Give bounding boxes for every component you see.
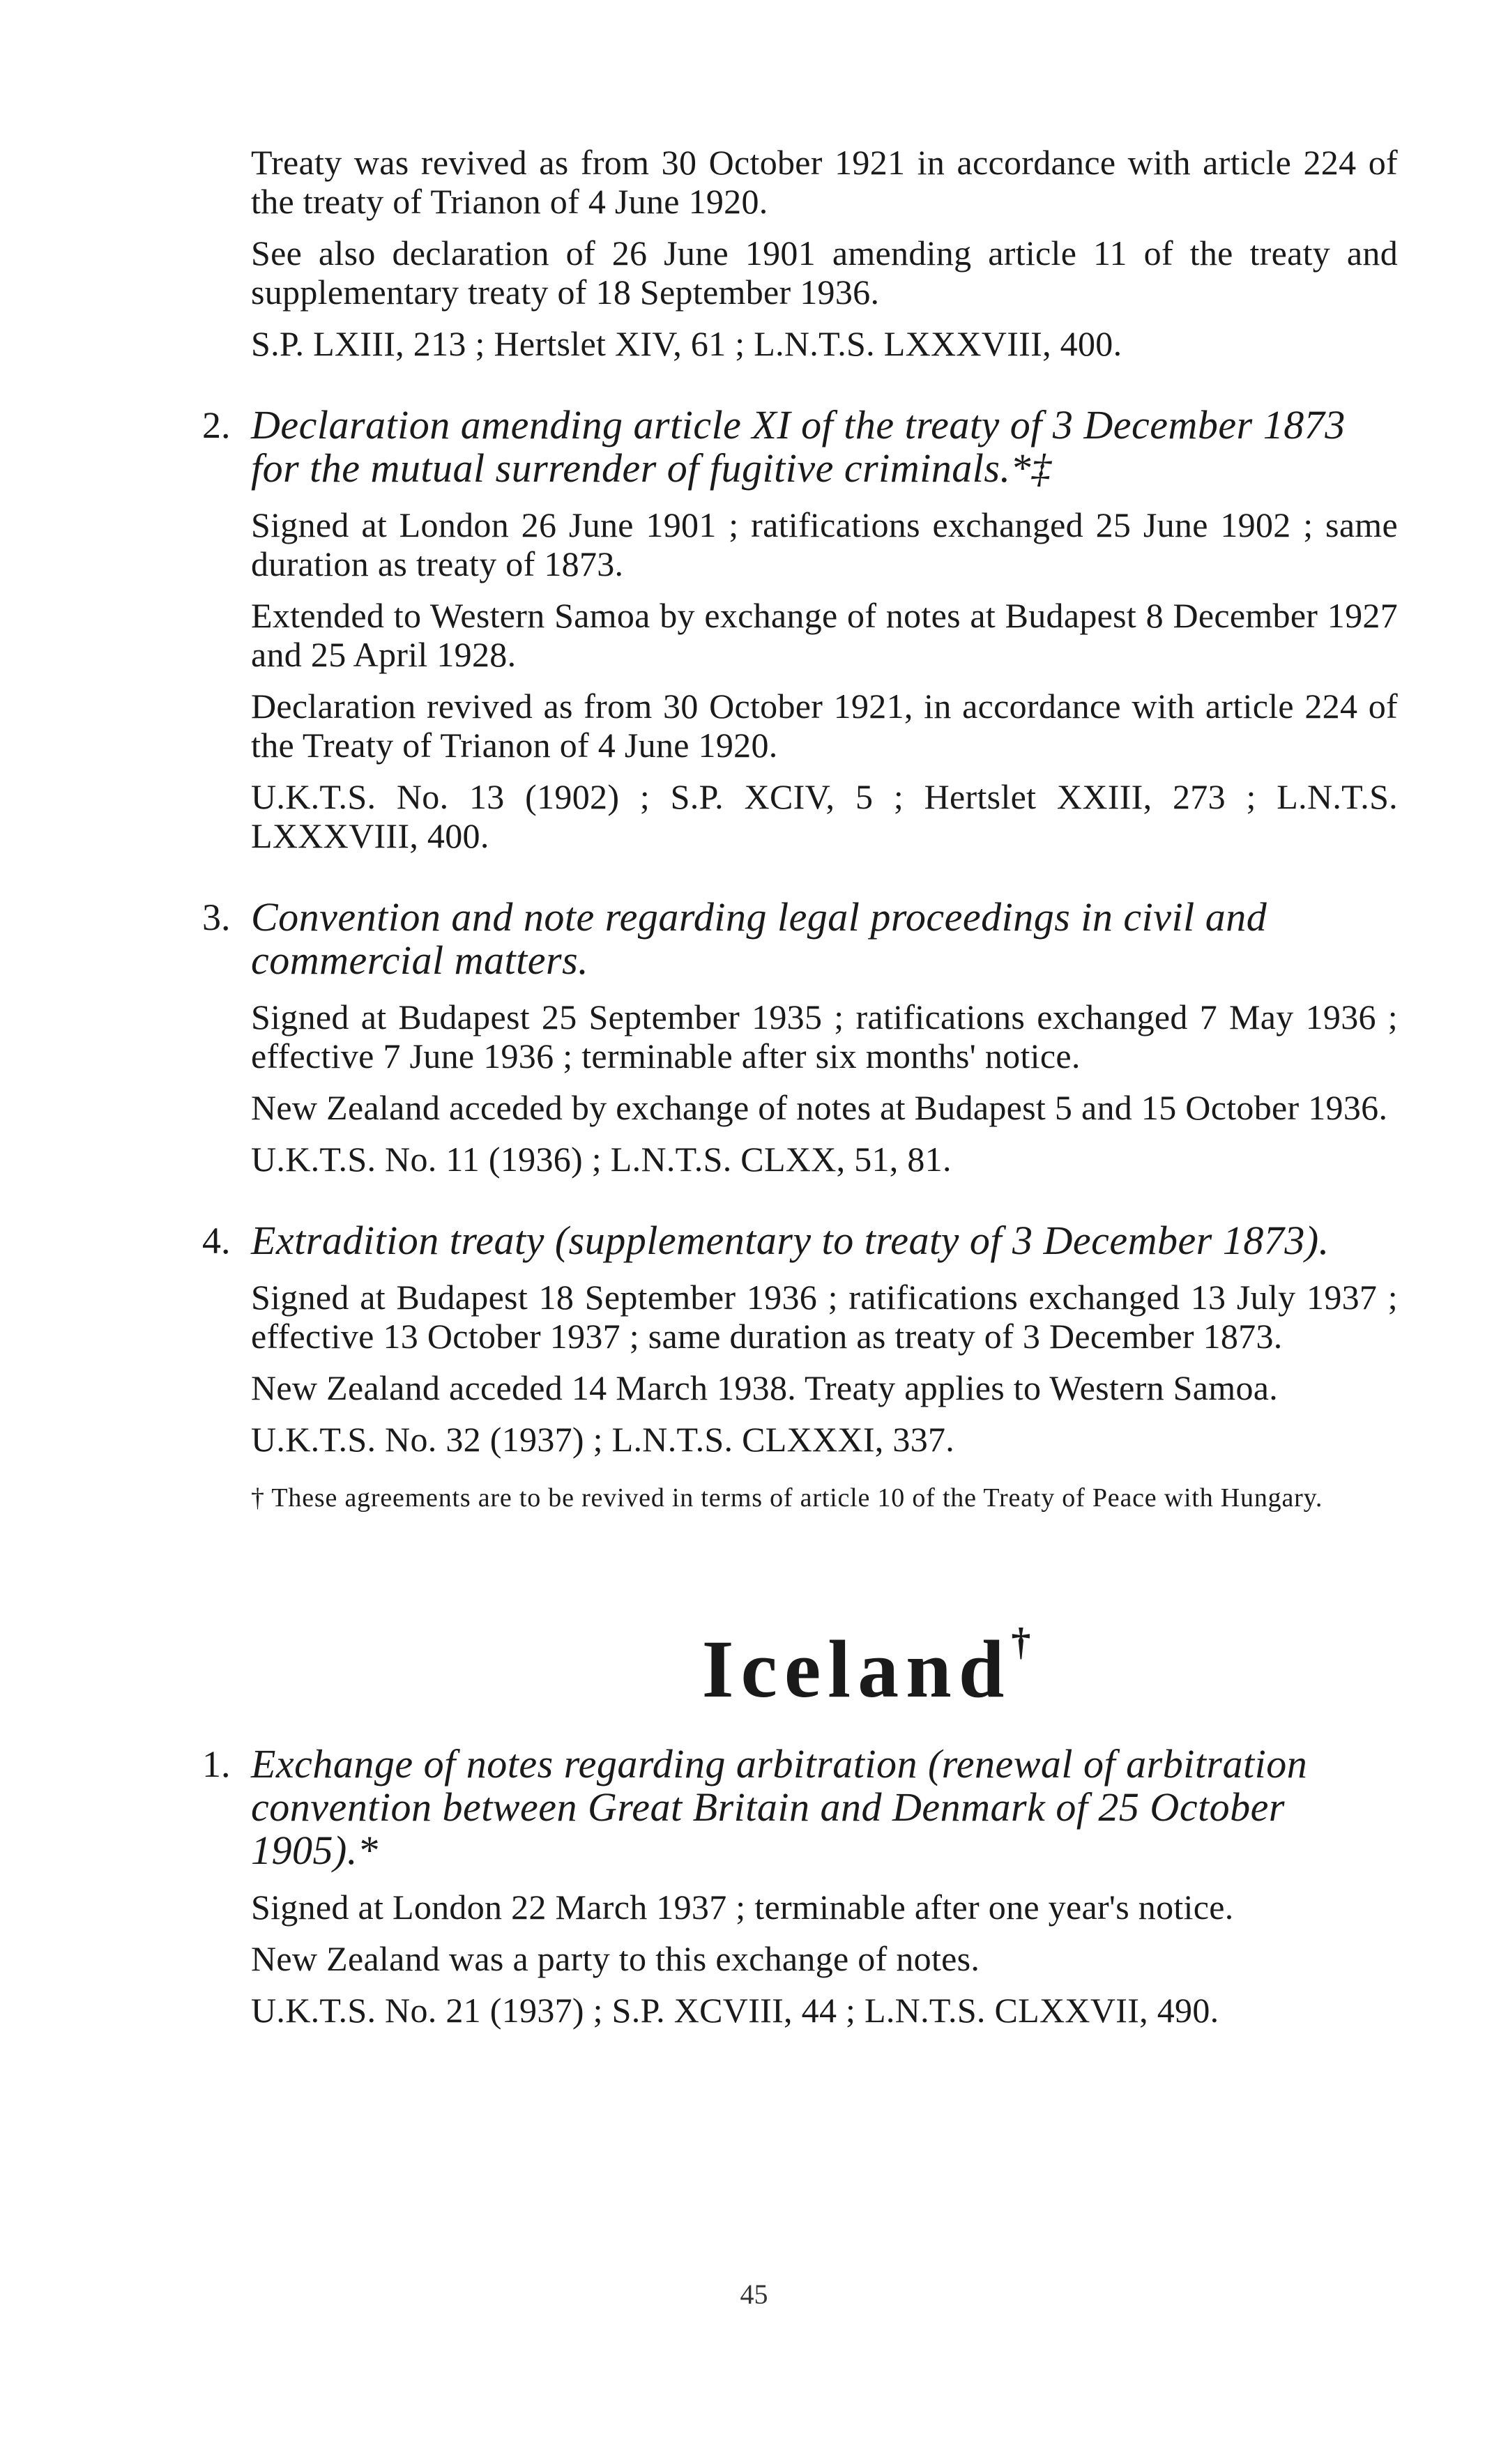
entry-number: 4.: [202, 1220, 231, 1262]
entry-references: U.K.T.S. No. 21 (1937) ; S.P. XCVIII, 44 ; L.N.T.S. CLXXVII, 490.: [251, 1991, 1219, 2030]
entry-paragraph: Extended to Western Samoa by exchange of notes at Budapest 8 December 1927 and 25 April 1928.: [251, 596, 1398, 674]
entry-references: U.K.T.S. No. 32 (1937) ; L.N.T.S. CLXXXI, 337.: [251, 1420, 955, 1459]
footnote: † These agreements are to be revived in terms of article 10 of the Treaty of Peace with Hungary.: [251, 1483, 1323, 1513]
treaty-entry-4: [202, 1218, 1398, 1459]
entry-paragraph: Signed at London 22 March 1937 ; terminable after one year's notice.: [251, 1888, 1234, 1927]
country-heading: [293, 1597, 1440, 1715]
entry-paragraph: New Zealand was a party to this exchange of notes.: [251, 1939, 980, 1978]
treaty-entry-2: [202, 402, 1398, 855]
entry-number: 2.: [202, 404, 231, 446]
entry-paragraph: New Zealand acceded by exchange of notes at Budapest 5 and 15 October 1936.: [251, 1088, 1388, 1127]
intro-paragraph-1: Treaty was revived as from 30 October 1921 in accordance with article 224 of the treaty of Trianon of 4 June 1920.: [251, 143, 1398, 221]
page-body: [202, 143, 1398, 2042]
entry-paragraph: Signed at Budapest 25 September 1935 ; ratifications exchanged 7 May 1936 ; effective 7 June 1936 ; terminable after six months' notice.: [251, 997, 1398, 1076]
page-number: 45: [740, 2279, 768, 2310]
intro-references: S.P. LXIII, 213 ; Hertslet XIV, 61 ; L.N.T.S. LXXXVIII, 400.: [251, 324, 1122, 363]
entry-references: U.K.T.S. No. 13 (1902) ; S.P. XCIV, 5 ; Hertslet XXIII, 273 ; L.N.T.S. LXXXVIII, 400.: [251, 777, 1398, 855]
entry-title: Convention and note regarding legal proceedings in civil and commercial matters.: [251, 894, 1267, 983]
treaty-entry-3: [202, 894, 1398, 1179]
entry-paragraph: Signed at London 26 June 1901 ; ratifications exchanged 25 June 1902 ; same duration as treaty of 1873.: [251, 505, 1398, 583]
intro-section: [251, 143, 1398, 363]
entry-paragraph: Signed at Budapest 18 September 1936 ; ratifications exchanged 13 July 1937 ; effective 13 October 1937 ; same duration as treaty of 3 December 1873.: [251, 1278, 1398, 1356]
entry-references: U.K.T.S. No. 11 (1936) ; L.N.T.S. CLXX, 51, 81.: [251, 1140, 952, 1179]
entry-title: Exchange of notes regarding arbitration (renewal of arbitration convention between Great Britain and Denmark of 25 October 1905).*: [251, 1741, 1308, 1873]
entry-number: 1.: [202, 1743, 231, 1785]
iceland-entry-1: [202, 1741, 1398, 2030]
intro-paragraph-2: See also declaration of 26 June 1901 amending article 11 of the treaty and supplementary treaty of 18 September 1936.: [251, 234, 1398, 312]
entry-number: 3.: [202, 896, 231, 938]
entry-paragraph: New Zealand acceded 14 March 1938. Treaty applies to Western Samoa.: [251, 1368, 1279, 1407]
country-footnote-mark: †: [1011, 1621, 1031, 1664]
country-name: Iceland: [701, 1623, 1012, 1715]
entry-title: Declaration amending article XI of the treaty of 3 December 1873 for the mutual surrender of fugitive criminals.*‡: [251, 402, 1346, 491]
entry-title: Extradition treaty (supplementary to treaty of 3 December 1873).: [251, 1218, 1330, 1263]
entry-paragraph: Declaration revived as from 30 October 1921, in accordance with article 224 of the Treaty of Trianon of 4 June 1920.: [251, 687, 1398, 765]
